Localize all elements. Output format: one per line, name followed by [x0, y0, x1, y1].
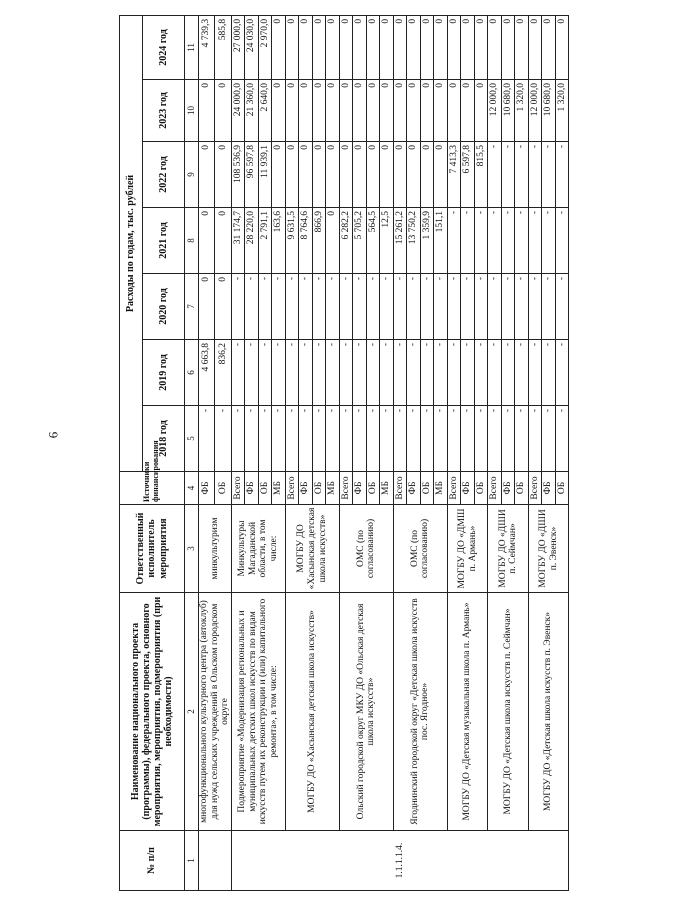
- expense-value: -: [380, 340, 394, 406]
- col-index: 10: [185, 80, 199, 142]
- funding-source: МБ: [380, 472, 394, 505]
- expense-value: -: [326, 274, 340, 340]
- expense-value: -: [528, 208, 542, 274]
- funding-source: Всего: [231, 472, 245, 505]
- expense-value: 815,5: [474, 142, 488, 208]
- expense-value: 10 680,0: [542, 80, 556, 142]
- expense-value: -: [542, 406, 556, 472]
- header-year: 2021 год: [143, 208, 185, 274]
- expense-value: 1 359,9: [420, 208, 434, 274]
- expense-value: -: [555, 142, 569, 208]
- expense-value: -: [515, 142, 529, 208]
- header-year: 2024 год: [143, 15, 185, 79]
- expense-value: 0: [447, 15, 461, 79]
- funding-source: ОБ: [474, 472, 488, 505]
- expense-value: -: [285, 406, 299, 472]
- expense-value: 585,8: [215, 15, 231, 79]
- expense-value: 0: [366, 142, 380, 208]
- table-row: [488, 15, 502, 890]
- expense-value: -: [258, 406, 272, 472]
- funding-source: ФБ: [245, 472, 259, 505]
- measure-name: Подмероприятие «Модернизация региональных и муниципальных детских школ искусств по видам искусств путем их реконструкции и (или) капитального ремонта», в том числе:: [231, 593, 285, 831]
- funding-source: ФБ: [542, 472, 556, 505]
- expense-value: 0: [380, 80, 394, 142]
- expense-value: 0: [326, 208, 340, 274]
- expense-value: -: [366, 406, 380, 472]
- expense-value: -: [555, 340, 569, 406]
- expense-value: -: [501, 406, 515, 472]
- measure-name: МОГБУ ДО «Детская музыкальная школа п. Армань»: [447, 593, 488, 831]
- funding-source: Всего: [285, 472, 299, 505]
- expense-value: -: [393, 406, 407, 472]
- executor: МОГБУ ДО «ДМШ п. Армань»: [447, 505, 488, 593]
- expense-value: -: [488, 340, 502, 406]
- expense-value: 0: [461, 80, 475, 142]
- expense-value: 4 663,8: [199, 340, 215, 406]
- table-row: [393, 15, 407, 890]
- table-row: [231, 15, 245, 890]
- expense-value: -: [326, 340, 340, 406]
- executor: минкультуризм: [199, 505, 232, 593]
- expense-value: -: [199, 406, 215, 472]
- expense-value: -: [420, 406, 434, 472]
- expense-value: -: [528, 340, 542, 406]
- expense-value: -: [366, 274, 380, 340]
- expense-value: 2 970,0: [258, 15, 272, 79]
- expense-value: -: [380, 406, 394, 472]
- expense-value: 5 705,2: [353, 208, 367, 274]
- header-expenses: Расходы по годам, тыс. рублей: [120, 15, 143, 471]
- expense-value: -: [434, 274, 448, 340]
- expense-value: 0: [215, 80, 231, 142]
- expense-value: 12,5: [380, 208, 394, 274]
- table-row: [199, 15, 215, 890]
- expense-value: 24 030,0: [245, 15, 259, 79]
- header-year: 2019 год: [143, 340, 185, 406]
- expense-value: -: [488, 406, 502, 472]
- expense-value: -: [474, 406, 488, 472]
- expense-value: -: [515, 274, 529, 340]
- expense-value: 866,9: [312, 208, 326, 274]
- funding-source: МБ: [434, 472, 448, 505]
- expense-value: 0: [393, 142, 407, 208]
- expense-value: -: [528, 274, 542, 340]
- executor: МОГБУ ДО «Хасынская детская школа искусств»: [285, 505, 339, 593]
- table-row: [285, 15, 299, 890]
- expense-value: 0: [199, 274, 215, 340]
- funding-source: ОБ: [366, 472, 380, 505]
- executor: ОМС (по согласованию): [339, 505, 393, 593]
- funding-source: ФБ: [353, 472, 367, 505]
- expense-value: -: [407, 406, 421, 472]
- expense-value: 0: [555, 15, 569, 79]
- expense-value: 0: [366, 15, 380, 79]
- expense-value: 0: [488, 15, 502, 79]
- expense-value: 11 939,1: [258, 142, 272, 208]
- col-index: 11: [185, 15, 199, 79]
- funding-source: ОБ: [258, 472, 272, 505]
- expense-value: -: [420, 340, 434, 406]
- expense-value: 0: [215, 208, 231, 274]
- expense-value: 21 360,0: [245, 80, 259, 142]
- expense-value: 0: [380, 15, 394, 79]
- expense-value: -: [285, 340, 299, 406]
- expense-value: -: [555, 208, 569, 274]
- expense-value: 0: [434, 142, 448, 208]
- expense-value: -: [461, 208, 475, 274]
- expense-value: 0: [420, 80, 434, 142]
- expense-value: 0: [326, 80, 340, 142]
- funding-source: ОБ: [515, 472, 529, 505]
- table-body: [199, 15, 569, 890]
- funding-source: МБ: [326, 472, 340, 505]
- expense-value: 0: [380, 142, 394, 208]
- expense-value: 0: [474, 80, 488, 142]
- expense-value: -: [312, 340, 326, 406]
- expense-value: 0: [501, 15, 515, 79]
- header-source: Источники финансирования: [120, 472, 185, 505]
- expense-value: -: [555, 406, 569, 472]
- rotated-document-table: [119, 16, 676, 891]
- expense-value: 0: [420, 15, 434, 79]
- col-index: 9: [185, 142, 199, 208]
- expense-value: 0: [326, 15, 340, 79]
- col-index: 1: [185, 831, 199, 891]
- expense-value: -: [542, 142, 556, 208]
- expense-value: -: [488, 142, 502, 208]
- measure-name: МОГБУ ДО «Детская школа искусств п. Сеймчан»: [488, 593, 529, 831]
- expense-value: 9 631,5: [285, 208, 299, 274]
- funding-source: ФБ: [407, 472, 421, 505]
- expense-value: 0: [434, 80, 448, 142]
- expense-value: -: [501, 340, 515, 406]
- expense-value: -: [312, 406, 326, 472]
- expense-value: -: [215, 406, 231, 472]
- expense-value: 7 413,3: [447, 142, 461, 208]
- expense-value: -: [393, 274, 407, 340]
- expense-value: -: [474, 208, 488, 274]
- expenses-table: [119, 15, 569, 891]
- expense-value: 0: [542, 15, 556, 79]
- expense-value: 108 536,9: [231, 142, 245, 208]
- expense-value: -: [366, 340, 380, 406]
- expense-value: 0: [199, 142, 215, 208]
- expense-value: 0: [285, 142, 299, 208]
- header-name: Наименование национального проекта (программы), федерального проекта, основного мероприятия, мероприятия, подмероприятия (при необходимости): [120, 593, 185, 831]
- expense-value: -: [272, 274, 286, 340]
- expense-value: -: [353, 274, 367, 340]
- expense-value: -: [339, 406, 353, 472]
- expense-value: 13 750,2: [407, 208, 421, 274]
- expense-value: -: [380, 274, 394, 340]
- expense-value: -: [501, 208, 515, 274]
- expense-value: -: [407, 340, 421, 406]
- expense-value: 0: [353, 15, 367, 79]
- expense-value: -: [285, 274, 299, 340]
- expense-value: 27 000,0: [231, 15, 245, 79]
- expense-value: 0: [285, 80, 299, 142]
- expense-value: -: [447, 208, 461, 274]
- expense-value: 1 320,0: [515, 80, 529, 142]
- col-index: 8: [185, 208, 199, 274]
- expense-value: 0: [474, 15, 488, 79]
- expense-value: -: [245, 406, 259, 472]
- expense-value: -: [339, 340, 353, 406]
- expense-value: 1 320,0: [555, 80, 569, 142]
- expense-value: 0: [285, 15, 299, 79]
- expense-value: -: [474, 340, 488, 406]
- expense-value: -: [488, 274, 502, 340]
- expense-value: -: [474, 274, 488, 340]
- expense-value: -: [542, 274, 556, 340]
- expense-value: 4 739,3: [199, 15, 215, 79]
- expense-value: 0: [299, 15, 313, 79]
- funding-source: МБ: [272, 472, 286, 505]
- expense-value: -: [245, 274, 259, 340]
- expense-value: 0: [353, 142, 367, 208]
- expense-value: -: [272, 340, 286, 406]
- expense-value: -: [461, 340, 475, 406]
- expense-value: 0: [272, 142, 286, 208]
- expense-value: 0: [339, 142, 353, 208]
- expense-value: -: [488, 208, 502, 274]
- measure-name: Ягоднинский городской округ «Детская школа искусств пос. Ягодное»: [393, 593, 447, 831]
- header-year: 2020 год: [143, 274, 185, 340]
- expense-value: -: [353, 406, 367, 472]
- funding-source: Всего: [339, 472, 353, 505]
- expense-value: 0: [272, 15, 286, 79]
- expense-value: 31 174,7: [231, 208, 245, 274]
- expense-value: -: [515, 208, 529, 274]
- expense-value: 0: [299, 80, 313, 142]
- expense-value: 163,6: [272, 208, 286, 274]
- executor: МОГБУ ДО «ДШИ п. Эвенск»: [528, 505, 569, 593]
- funding-source: Всего: [528, 472, 542, 505]
- funding-source: ОБ: [215, 472, 231, 505]
- expense-value: -: [339, 274, 353, 340]
- row-number: 1.1.1.1.4.: [231, 831, 569, 891]
- col-index: 7: [185, 274, 199, 340]
- expense-value: -: [447, 274, 461, 340]
- expense-value: 564,5: [366, 208, 380, 274]
- expense-value: 0: [199, 208, 215, 274]
- expense-value: 15 261,2: [393, 208, 407, 274]
- measure-name: многофункционального культурного центра (автоклуб) для нужд сельских учреждений в Ольском городском округе: [199, 593, 232, 831]
- expense-value: 0: [407, 15, 421, 79]
- expense-value: 8 764,6: [299, 208, 313, 274]
- header-num: № п/п: [120, 831, 185, 891]
- expense-value: -: [515, 340, 529, 406]
- expense-value: -: [447, 340, 461, 406]
- funding-source: ФБ: [199, 472, 215, 505]
- expense-value: -: [299, 406, 313, 472]
- expense-value: 0: [312, 142, 326, 208]
- expense-value: -: [258, 340, 272, 406]
- col-index: 3: [185, 505, 199, 593]
- expense-value: -: [420, 274, 434, 340]
- expense-value: 0: [528, 15, 542, 79]
- expense-value: -: [447, 406, 461, 472]
- executor: МОГБУ ДО «ДШИ п. Сеймчан»: [488, 505, 529, 593]
- expense-value: 6 282,2: [339, 208, 353, 274]
- expense-value: 0: [326, 142, 340, 208]
- col-index: 5: [185, 406, 199, 472]
- expense-value: -: [501, 274, 515, 340]
- expense-value: -: [272, 406, 286, 472]
- expense-value: -: [312, 274, 326, 340]
- funding-source: ОБ: [312, 472, 326, 505]
- expense-value: -: [393, 340, 407, 406]
- header-year: 2023 год: [143, 80, 185, 142]
- expense-value: -: [434, 406, 448, 472]
- col-index: 2: [185, 593, 199, 831]
- expense-value: 12 000,0: [488, 80, 502, 142]
- expense-value: -: [461, 274, 475, 340]
- expense-value: 6 597,8: [461, 142, 475, 208]
- funding-source: Всего: [447, 472, 461, 505]
- expense-value: -: [326, 406, 340, 472]
- funding-source: Всего: [488, 472, 502, 505]
- header-year: 2018 год: [143, 406, 185, 472]
- measure-name: МОГБУ ДО «Детская школа искусств п. Эвенск»: [528, 593, 569, 831]
- expense-value: 0: [447, 80, 461, 142]
- expense-value: 0: [299, 142, 313, 208]
- expense-value: 0: [215, 274, 231, 340]
- expense-value: -: [353, 340, 367, 406]
- expense-value: -: [258, 274, 272, 340]
- header-year: 2022 год: [143, 142, 185, 208]
- measure-name: МОГБУ ДО «Хасынская детская школа искусств»: [285, 593, 339, 831]
- expense-value: 0: [312, 80, 326, 142]
- table-row: [447, 15, 461, 890]
- expense-value: -: [299, 274, 313, 340]
- expense-value: 0: [461, 15, 475, 79]
- expense-value: 0: [366, 80, 380, 142]
- expense-value: 24 000,0: [231, 80, 245, 142]
- page-number: 6: [45, 431, 61, 439]
- expense-value: -: [231, 406, 245, 472]
- row-number-empty: [199, 831, 232, 891]
- expense-value: 2 791,1: [258, 208, 272, 274]
- expense-value: -: [542, 208, 556, 274]
- expense-value: 0: [393, 80, 407, 142]
- expense-value: 0: [339, 80, 353, 142]
- col-index: 4: [185, 472, 199, 505]
- funding-source: ФБ: [299, 472, 313, 505]
- expense-value: 0: [353, 80, 367, 142]
- expense-value: -: [231, 274, 245, 340]
- table-row: [339, 15, 353, 890]
- expense-value: -: [299, 340, 313, 406]
- expense-value: 0: [199, 80, 215, 142]
- expense-value: 0: [272, 80, 286, 142]
- col-index: 6: [185, 340, 199, 406]
- funding-source: Всего: [393, 472, 407, 505]
- expense-value: -: [528, 142, 542, 208]
- expense-value: -: [528, 406, 542, 472]
- funding-source: ОБ: [420, 472, 434, 505]
- table-row: [528, 15, 542, 890]
- expense-value: -: [231, 340, 245, 406]
- expense-value: -: [434, 340, 448, 406]
- header-executor: Ответственный исполнитель мероприятия: [120, 505, 185, 593]
- funding-source: ФБ: [461, 472, 475, 505]
- expense-value: 0: [407, 142, 421, 208]
- expense-value: -: [501, 142, 515, 208]
- measure-name: Ольский городской округ МКУ ДО «Ольская детская школа искусств»: [339, 593, 393, 831]
- expense-value: 151,1: [434, 208, 448, 274]
- expense-value: 0: [215, 142, 231, 208]
- expense-value: -: [407, 274, 421, 340]
- expense-value: 0: [393, 15, 407, 79]
- expense-value: 0: [434, 15, 448, 79]
- expense-value: 10 680,0: [501, 80, 515, 142]
- expense-value: 0: [420, 142, 434, 208]
- executor: Минкультуры Магаданской области, в том числе:: [231, 505, 285, 593]
- expense-value: 836,2: [215, 340, 231, 406]
- expense-value: 2 640,0: [258, 80, 272, 142]
- expense-value: 0: [312, 15, 326, 79]
- executor: ОМС (по согласованию): [393, 505, 447, 593]
- funding-source: ФБ: [501, 472, 515, 505]
- expense-value: -: [461, 406, 475, 472]
- expense-value: 0: [515, 15, 529, 79]
- expense-value: 28 220,0: [245, 208, 259, 274]
- expense-value: 96 597,8: [245, 142, 259, 208]
- funding-source: ОБ: [555, 472, 569, 505]
- expense-value: 12 000,0: [528, 80, 542, 142]
- expense-value: 0: [339, 15, 353, 79]
- expense-value: -: [515, 406, 529, 472]
- expense-value: -: [542, 340, 556, 406]
- expense-value: -: [555, 274, 569, 340]
- expense-value: -: [245, 340, 259, 406]
- expense-value: 0: [407, 80, 421, 142]
